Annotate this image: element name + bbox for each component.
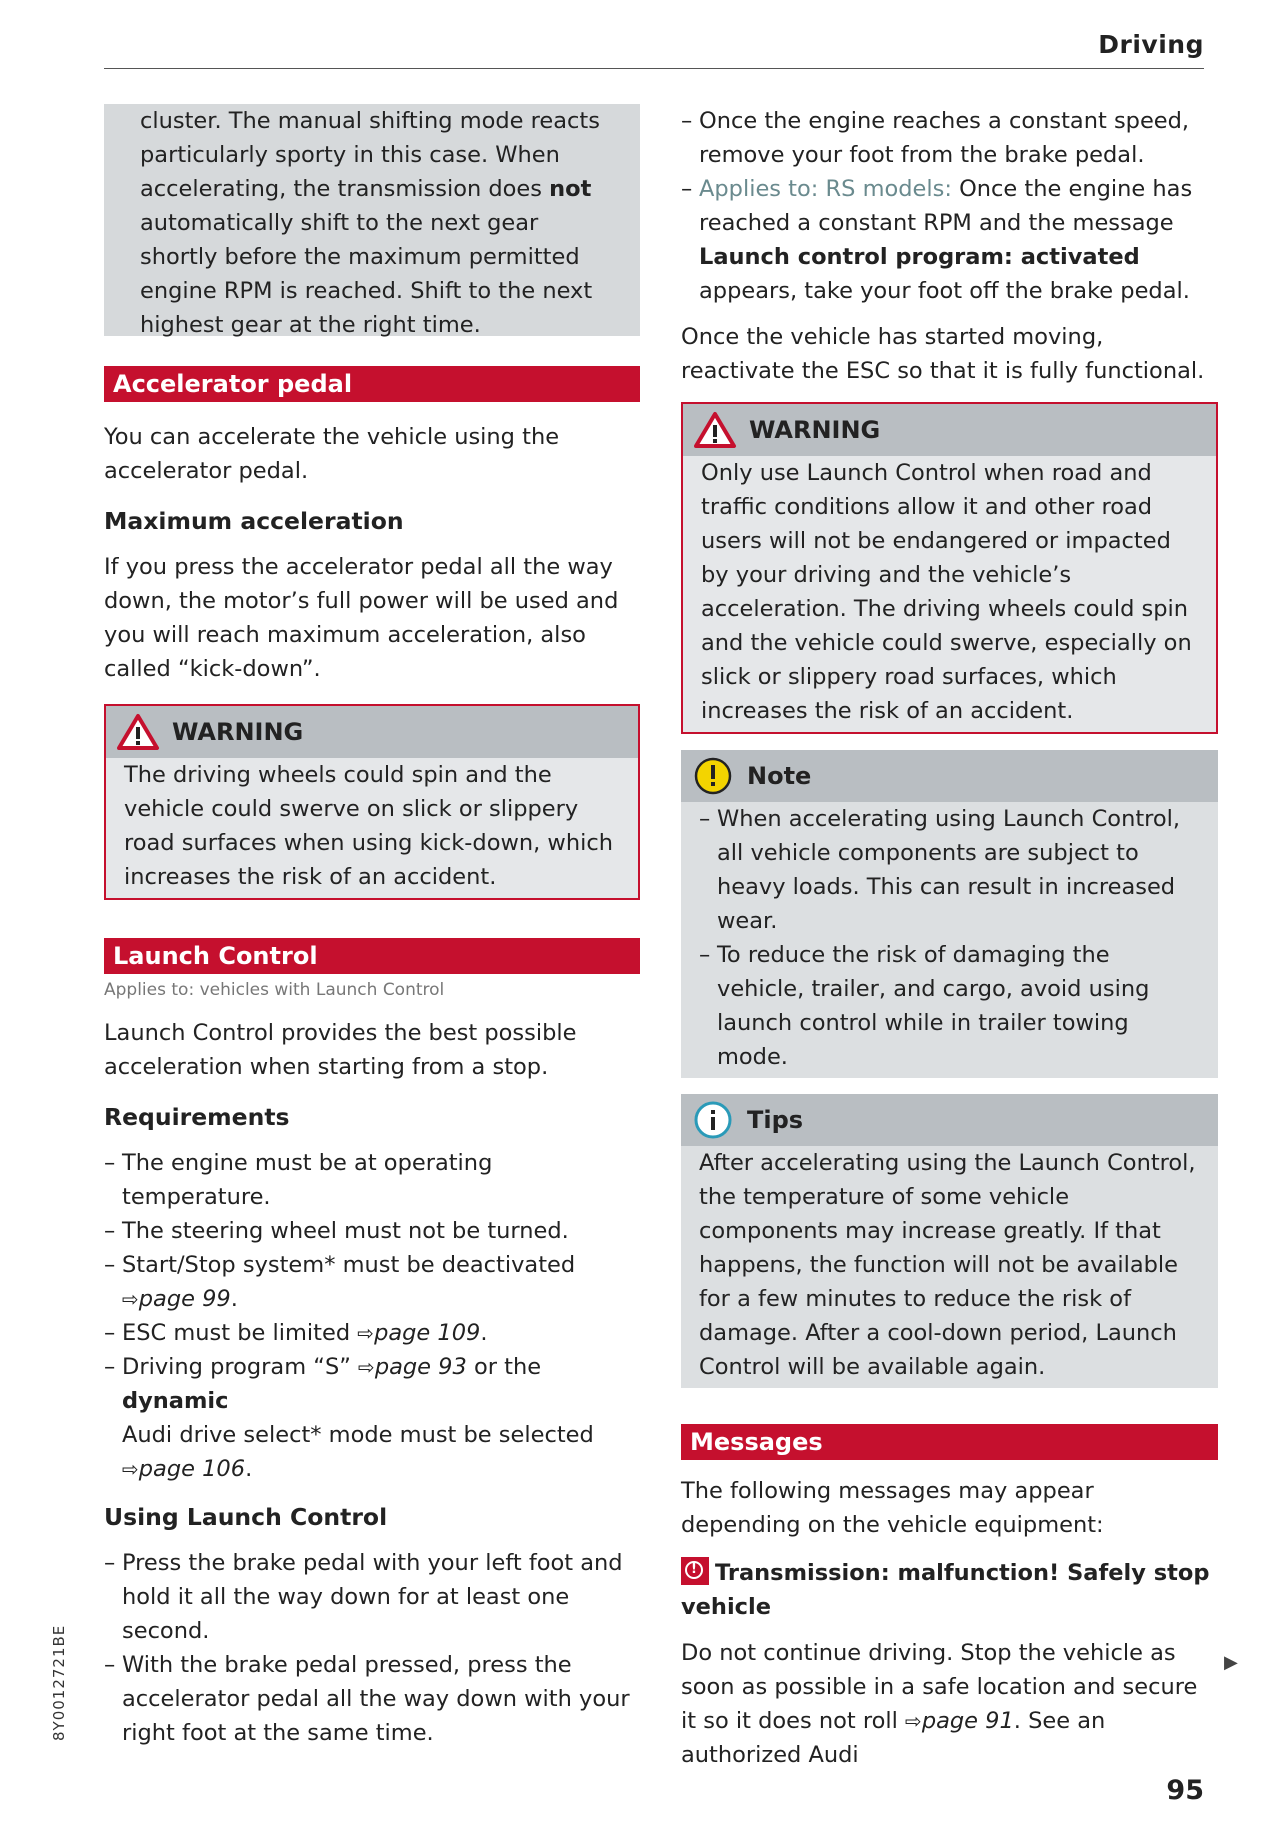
running-header: Driving xyxy=(1098,30,1204,59)
page-reference[interactable]: ⇨page 91 xyxy=(905,1708,1014,1734)
max-acceleration-text: If you press the accelerator pedal all the way down, the motor’s full power will be used and you will reach maximum acceleration, also called “kick-down”. xyxy=(104,554,619,682)
warning-box-launch-control xyxy=(681,402,1218,734)
list-item: – ESC must be limited ⇨page 109. xyxy=(104,1316,640,1350)
section-heading-messages: Messages xyxy=(681,1424,1218,1460)
intro-text: cluster. The manual shifting mode reacts particularly sporty in this case. When accelerating, the transmission does not automatically shift to the next gear shortly before the maximum permitted engine RPM is reached. Shift to the next highest gear at the right time. xyxy=(140,108,600,338)
list-item: – The engine must be at operating temperature. xyxy=(104,1146,640,1214)
arrow-right-icon: ⇨ xyxy=(905,1709,922,1733)
warning-text: The driving wheels could spin and the vehicle could swerve on slick or slippery road surfaces when using kick-down, which increases the risk of an accident. xyxy=(124,762,613,890)
list-item: – With the brake pedal pressed, press the accelerator pedal all the way down with your right foot at the same time. xyxy=(104,1648,640,1750)
header-rule xyxy=(104,68,1204,69)
message-title: ! Transmission: malfunction! Safely stop vehicle xyxy=(681,1556,1218,1624)
page-reference[interactable]: ⇨page 99 xyxy=(122,1286,231,1312)
page-reference[interactable]: ⇨page 106 xyxy=(122,1456,246,1482)
transmission-warning-icon: ! xyxy=(681,1557,709,1585)
tips-box xyxy=(681,1094,1218,1388)
tips-header xyxy=(681,1094,1218,1146)
warning-title: WARNING xyxy=(749,416,881,444)
using-steps-list xyxy=(104,1546,640,1750)
list-item: – Driving program “S” ⇨page 93 or the dynamic Audi drive select* mode must be selected ⇨page 106. xyxy=(104,1350,640,1486)
applies-to-inline: Applies to: RS models: xyxy=(699,176,952,202)
tips-text: After accelerating using the Launch Control, the temperature of some vehicle components may increase greatly. If that happens, the function will not be available for a few minutes to reduce the risk of damage. After a cool-down period, Launch Control will be available again. xyxy=(699,1150,1196,1380)
warning-text: Only use Launch Control when road and traffic conditions allow it and other road users will not be endangered or impacted by your driving and the vehicle’s acceleration. The driving wheels could spin and the vehicle could swerve, especially on slick or slippery road surfaces, which increases the risk of an accident. xyxy=(701,460,1192,724)
exclamation-circle-icon xyxy=(691,756,735,796)
note-box xyxy=(681,750,1218,1078)
list-item: – Applies to: RS models: Once the engine has reached a constant RPM and the message Launch control program: activated appears, take your foot off the brake pedal. xyxy=(681,172,1218,308)
page-reference[interactable]: ⇨page 109 xyxy=(357,1320,481,1346)
messages-intro: The following messages may appear depending on the vehicle equipment: xyxy=(681,1478,1104,1538)
list-item: – Once the engine reaches a constant speed, remove your foot from the brake pedal. xyxy=(681,104,1218,172)
tips-title: Tips xyxy=(747,1106,804,1134)
note-body xyxy=(681,802,1218,1078)
arrow-right-icon: ⇨ xyxy=(357,1321,375,1345)
arrow-right-icon: ⇨ xyxy=(122,1457,139,1481)
using-steps-continued xyxy=(681,104,1218,308)
warning-box-kickdown xyxy=(104,704,640,900)
list-item: – The steering wheel must not be turned. xyxy=(104,1214,640,1248)
warning-header xyxy=(683,404,1216,456)
section-heading-launch-control: Launch Control xyxy=(104,938,640,974)
continue-arrow-icon: ▶ xyxy=(1224,1652,1238,1673)
note-header xyxy=(681,750,1218,802)
using-launch-control-heading: Using Launch Control xyxy=(104,1503,388,1531)
document-code: 8Y0012721BE xyxy=(50,1624,68,1741)
list-item: – Start/Stop system* must be deactivated ⇨page 99. xyxy=(104,1248,640,1316)
accelerator-text: You can accelerate the vehicle using the accelerator pedal. xyxy=(104,424,560,484)
warning-triangle-icon xyxy=(116,712,160,752)
arrow-right-icon: ⇨ xyxy=(358,1355,375,1379)
section-heading-accelerator-pedal: Accelerator pedal xyxy=(104,366,640,402)
warning-triangle-icon xyxy=(693,410,737,450)
max-acceleration-heading: Maximum acceleration xyxy=(104,507,404,535)
message-text: Do not continue driving. Stop the vehicle as soon as possible in a safe location and secure it so it does not roll ⇨page 91. See an authorized Audi xyxy=(681,1640,1198,1768)
requirements-heading: Requirements xyxy=(104,1103,290,1131)
list-item: – To reduce the risk of damaging the vehicle, trailer, and cargo, avoid using launch control while in trailer towing mode. xyxy=(699,938,1200,1074)
left-column xyxy=(104,104,640,1750)
page-number: 95 xyxy=(1166,1775,1204,1806)
page-reference[interactable]: ⇨page 93 xyxy=(358,1354,467,1380)
esc-reactivate-text: Once the vehicle has started moving, reactivate the ESC so that it is fully functional. xyxy=(681,324,1205,384)
info-circle-icon xyxy=(691,1100,735,1140)
note-list xyxy=(699,802,1200,1074)
intro-continuation-box xyxy=(104,104,640,336)
list-item: – When accelerating using Launch Control, all vehicle components are subject to heavy loads. This can result in increased wear. xyxy=(699,802,1200,938)
requirements-list xyxy=(104,1146,640,1486)
list-item: – Press the brake pedal with your left foot and hold it all the way down for at least one second. xyxy=(104,1546,640,1648)
applies-to-label: Applies to: vehicles with Launch Control xyxy=(104,980,445,1000)
warning-header xyxy=(106,706,638,758)
warning-title: WARNING xyxy=(172,718,304,746)
launch-control-intro: Launch Control provides the best possible acceleration when starting from a stop. xyxy=(104,1020,577,1080)
note-title: Note xyxy=(747,762,812,790)
arrow-right-icon: ⇨ xyxy=(122,1287,139,1311)
right-column xyxy=(681,104,1218,1772)
